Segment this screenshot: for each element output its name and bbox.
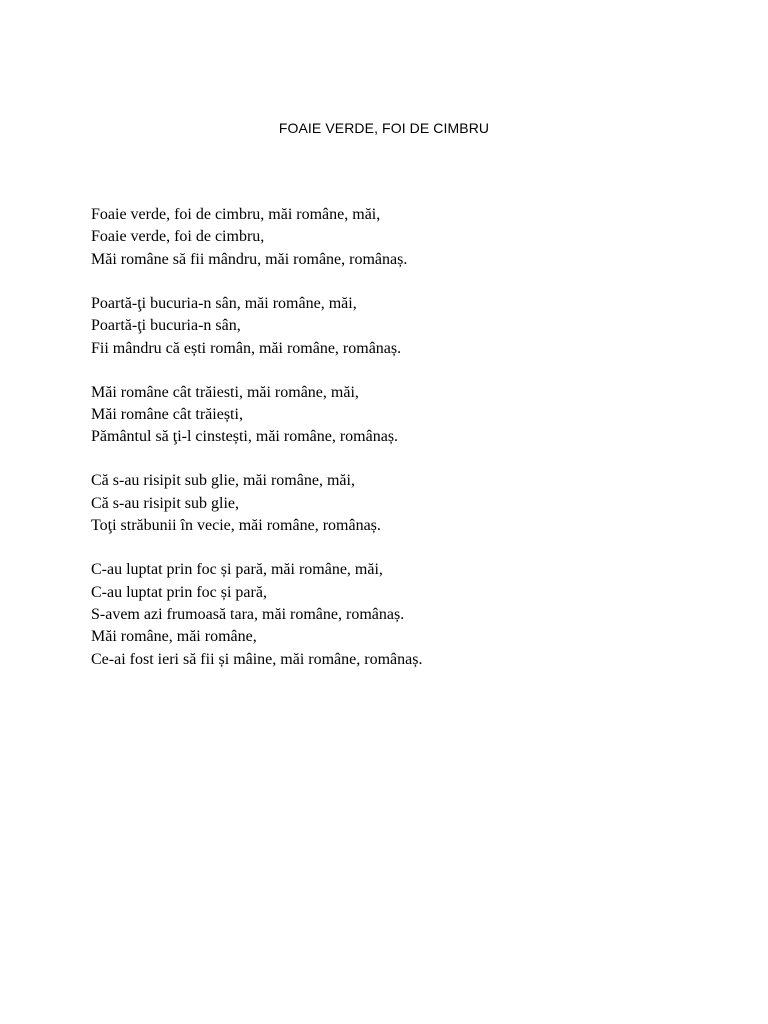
poem-line: C-au luptat prin foc și pară, măi române, măi,: [91, 561, 383, 579]
poem-line: Foaie verde, foi de cimbru, măi române, măi,: [91, 206, 381, 223]
poem-line: Toţi străbunii în vecie, măi române, românaș.: [91, 517, 381, 535]
stanza-2: [91, 293, 422, 360]
poem-line: Poartă-ţi bucuria-n sân,: [91, 317, 241, 335]
poem-line: Măi române să fii mândru, măi române, românaș.: [91, 250, 408, 268]
poem-body: [91, 204, 422, 693]
poem-line: Că s-au risipit sub glie, măi române, măi,: [91, 472, 355, 490]
poem-line: Fii mândru că ești român, măi române, românaș.: [91, 339, 402, 357]
poem-line: C-au luptat prin foc și pară,: [91, 583, 267, 601]
poem-line: Că s-au risipit sub glie,: [91, 494, 239, 512]
poem-line: Pământul să ţi-l cinstești, măi române, românaș.: [91, 428, 399, 446]
poem-line: Măi române cât trăiesti, măi române, măi,: [91, 383, 359, 401]
stanza-3: [91, 382, 422, 449]
poem-line: Ce-ai fost ieri să fii și mâine, măi române, românaș.: [91, 650, 423, 668]
poem-line: S-avem azi frumoasă tara, măi române, românaș.: [91, 606, 405, 624]
stanza-1: [91, 204, 422, 271]
poem-line: Măi române, măi române,: [91, 628, 257, 646]
poem-line: Măi române cât trăiești,: [91, 406, 243, 424]
stanza-5: [91, 559, 422, 671]
poem-line: Poartă-ţi bucuria-n sân, măi române, măi,: [91, 294, 357, 312]
poem-line: Foaie verde, foi de cimbru,: [91, 228, 265, 246]
stanza-4: [91, 470, 422, 537]
page-title: FOAIE VERDE, FOI DE CIMBRU: [278, 120, 490, 136]
